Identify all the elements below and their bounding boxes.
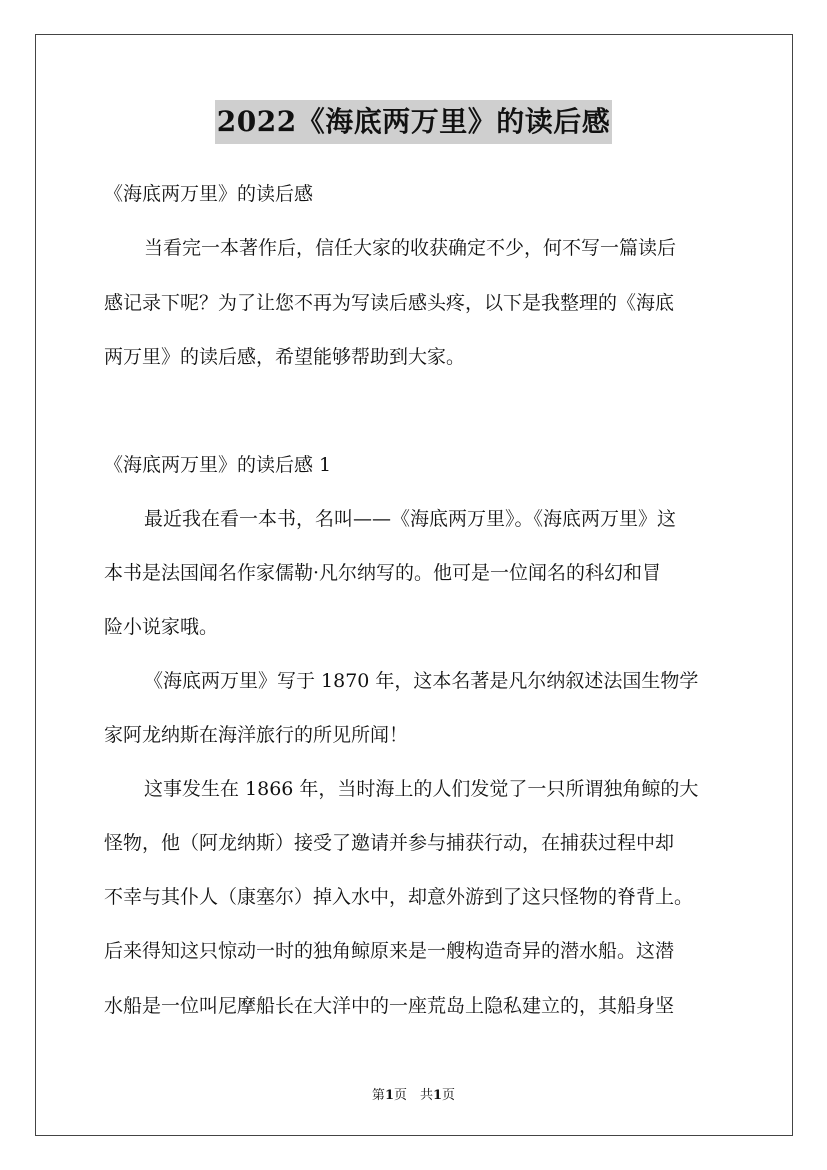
paragraph3-line: 后来得知这只惊动一时的独角鲸原来是一艘构造奇异的潜水船。这潜 (104, 940, 675, 962)
paragraph1-line: 本书是法国闻名作家儒勒·凡尔纳写的。他可是一位闻名的科幻和冒 (104, 562, 662, 584)
paragraph3-line: 不幸与其仆人（康塞尔）掉入水中，却意外游到了这只怪物的脊背上。 (104, 886, 694, 908)
document-title: 2022《海底两万里》的读后感 (215, 100, 612, 144)
footer-suffix: 页 (442, 1088, 456, 1103)
paragraph2-line: 《海底两万里》写于 1870 年，这本名著是凡尔纳叙述法国生物学 (144, 670, 699, 692)
footer-total-pages: 1 (433, 1088, 443, 1103)
page-footer (0, 1084, 827, 1103)
intro-line: 两万里》的读后感，希望能够帮助到大家。 (104, 346, 466, 368)
paragraph3-line: 水船是一位叫尼摩船长在大洋中的一座荒岛上隐私建立的，其船身坚 (104, 995, 675, 1017)
paragraph1-line: 最近我在看一本书，名叫——《海底两万里》。《海底两万里》这 (144, 508, 677, 530)
paragraph3-line: 怪物，他（阿龙纳斯）接受了邀请并参与捕获行动，在捕获过程中却 (104, 832, 675, 854)
paragraph2-line: 家阿龙纳斯在海洋旅行的所见所闻！ (104, 724, 409, 746)
section-heading: 《海底两万里》的读后感 1 (104, 454, 332, 476)
paragraph1-line: 险小说家哦。 (104, 616, 219, 638)
subtitle: 《海底两万里》的读后感 (104, 183, 314, 205)
intro-line: 当看完一本著作后，信任大家的收获确定不少，何不写一篇读后 (144, 237, 677, 259)
footer-prefix: 第 (371, 1088, 385, 1103)
intro-line: 感记录下呢？为了让您不再为写读后感头疼，以下是我整理的《海底 (104, 292, 675, 314)
document-title-container (0, 100, 827, 144)
footer-page-number: 1 (384, 1088, 394, 1103)
paragraph3-line: 这事发生在 1866 年，当时海上的人们发觉了一只所谓独角鲸的大 (144, 778, 699, 800)
footer-mid: 页 共 (393, 1088, 433, 1103)
